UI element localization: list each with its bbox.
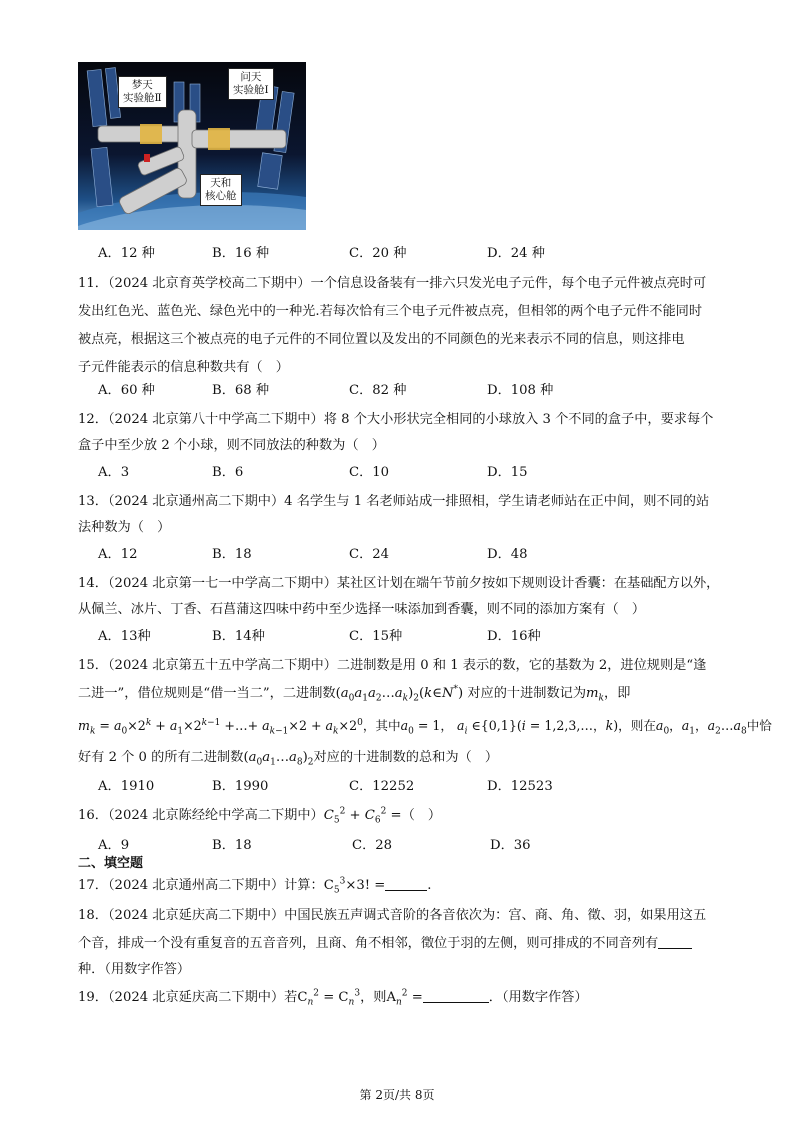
q13-options [98, 545, 738, 565]
q14-stem-line1: 14．（2024 北京第一七一中学高二下期中）某社区计划在端午节前夕按如下规则设计香囊：在基础配方以外， [78, 576, 720, 591]
q19-stem [78, 988, 588, 1008]
q12-stem-line2: 盒子中至少放 2 个小球，则不同放法的种数为（ ） [78, 438, 385, 453]
q11-options [98, 381, 738, 401]
q15-option-c[interactable]: C．12252 [349, 779, 415, 794]
q11-option-a[interactable]: A．60 种 [98, 383, 155, 398]
q16-options [98, 836, 738, 856]
q17-formula: $C_5^3\times 3$! = [323, 876, 386, 896]
q12-option-d[interactable]: D．15 [487, 465, 528, 480]
q15-stem-line2 [78, 684, 630, 704]
q10-option-d[interactable]: D．24 种 [487, 246, 545, 261]
q13-stem-line2: 法种数为（ ） [78, 520, 171, 535]
q18-stem-line2 [78, 934, 692, 954]
q15-option-a[interactable]: A．1910 [98, 779, 155, 794]
q12-stem-line1: 12．（2024 北京第八十中学高二下期中）将 8 个大小形状完全相同的小球放入 3 个不同的盒子中，要求每个 [78, 412, 714, 427]
page-number: 第 2页/共 8页 [359, 1088, 435, 1102]
q19-text-c: ．（用数字作答） [488, 990, 588, 1005]
label-tianhe-line1: 天和 [210, 177, 232, 189]
q15-line2-text-c: ，即 [604, 686, 631, 701]
label-mengtian-line1: 梦天 [131, 79, 153, 91]
q15-formula: $m_k = a_0\times 2^k + a_1\times 2^{k-1}$ +…+ $a_{k-1}\times 2 + a_k\times 2^0$ [78, 717, 363, 737]
q19-expr: $A_n^2$ = [386, 988, 423, 1008]
q11-stem-line1: 11．（2024 北京育英学校高二下期中）一个信息设备装有一排六只发光电子元件，每个电子元件被点亮时可 [78, 276, 707, 291]
q15-line2-text-a: 二进一”，借位规则是“借一当二”，二进制数 [78, 686, 336, 701]
q14-option-b[interactable]: B．14种 [212, 629, 265, 644]
q14-stem-line2: 从佩兰、冰片、丁香、石菖蒲这四味中药中至少选择一味添加到香囊，则不同的添加方案有（ ） [78, 602, 646, 617]
q12-option-b[interactable]: B．6 [212, 465, 244, 480]
label-tianhe-line2: 核心舱 [205, 190, 237, 202]
q17-text-a: 17．（2024 北京通州高二下期中）计算： [78, 878, 324, 893]
q15-line4-text-b: 对应的十进制数的总和为（ ） [313, 750, 499, 765]
label-mengtian [118, 76, 167, 108]
q15-mk: $m_k$ [586, 686, 605, 704]
q10-option-a[interactable]: A．12 种 [98, 246, 155, 261]
q19-text-a: 19．（2024 北京延庆高二下期中）若 [78, 990, 298, 1005]
q15-a0-eq: $a_0 = 1$， [400, 718, 454, 737]
q18-stem-line3: 种．（用数字作答） [78, 962, 191, 977]
q14-option-c[interactable]: C．15种 [349, 629, 403, 644]
q16-text-a: 16．（2024 北京陈经纶中学高二下期中） [78, 808, 324, 823]
q11-option-b[interactable]: B．68 种 [212, 383, 270, 398]
q15-binary-8: $(a_0a_1\dots a_8)_2$ [243, 750, 314, 768]
q13-option-c[interactable]: C．24 [349, 547, 390, 562]
q14-option-d[interactable]: D．16种 [487, 629, 541, 644]
q10-option-c[interactable]: C．20 种 [349, 246, 407, 261]
q15-options [98, 777, 738, 797]
space-station-figure [78, 62, 306, 230]
q15-ai-set: $a_i$ ∈{0,1}(i = 1,2,3,…，k) [457, 718, 619, 737]
q13-option-a[interactable]: A．12 [98, 547, 138, 562]
q18-text-line2: 个音，排成一个没有重复音的五音音列，且商、角不相邻，徵位于羽的左侧，则可排成的不同音列有 [78, 936, 659, 951]
label-wentian [228, 68, 274, 100]
q19-text-b: ，则 [360, 990, 387, 1005]
q17-answer-blank[interactable] [385, 876, 427, 891]
q11-option-d[interactable]: D．108 种 [487, 383, 554, 398]
section-title-fill-in: 二、填空题 [78, 856, 144, 871]
q15-line3-text-b: ，则在 [618, 718, 656, 733]
q13-option-d[interactable]: D．48 [487, 547, 528, 562]
q15-line3-text-a: ，其中 [362, 718, 401, 733]
q17-stem [78, 876, 432, 896]
q12-option-c[interactable]: C．10 [349, 465, 390, 480]
label-mengtian-line2: 实验舱Ⅱ [123, 92, 162, 104]
q14-options [98, 627, 738, 647]
q10-option-b[interactable]: B．16 种 [212, 246, 270, 261]
q11-stem-line2: 发出红色光、蓝色光、绿色光中的一种光.若每次恰有三个电子元件被点亮，但相邻的两个电子元件不能同时 [78, 304, 703, 319]
q16-stem [78, 806, 441, 826]
q16-option-a[interactable]: A．9 [98, 838, 130, 853]
q11-option-c[interactable]: C．82 种 [349, 383, 407, 398]
q16-option-c[interactable]: C．28 [352, 838, 393, 853]
q13-option-b[interactable]: B．18 [212, 547, 252, 562]
q11-stem-line3: 被点亮，根据这三个被点亮的电子元件的不同位置以及发出的不同颜色的光来表示不同的信息，则这排电 [78, 332, 685, 347]
q15-binary-expr: $(a_0a_1a_2\dots a_k)_2(k\in N^*)$ [335, 684, 464, 704]
q16-text-b: （ ） [401, 808, 442, 823]
q15-line4-text-a: 好有 2 个 0 的所有二进制数 [78, 750, 244, 765]
q16-option-d[interactable]: D．36 [490, 838, 531, 853]
q10-options [98, 244, 738, 264]
q15-stem-line1: 15．（2024 北京第五十五中学高二下期中）二进制数是用 0 和 1 表示的数，它的基数为 2，进位规则是“逢 [78, 658, 707, 673]
label-wentian-line2: 实验舱Ⅰ [233, 84, 269, 96]
q15-line2-text-b: 对应的十进制数记为 [467, 686, 587, 701]
q14-option-a[interactable]: A．13种 [98, 629, 151, 644]
q19-condition: $C_n^2 = C_n^3$ [297, 988, 361, 1008]
q18-stem-line1: 18．（2024 北京延庆高二下期中）中国民族五声调式音阶的各音依次为：宫、商、角、徵、羽，如果用这五 [78, 908, 707, 923]
label-wentian-line1: 问天 [240, 71, 262, 83]
q16-formula: $C_5^2 + C_6^2$ = [323, 806, 402, 826]
q15-stem-line3 [78, 716, 772, 736]
q16-option-b[interactable]: B．18 [212, 838, 252, 853]
q15-line3-text-c: 中恰 [746, 718, 772, 733]
q13-stem-line1: 13．（2024 北京通州高二下期中）4 名学生与 1 名老师站成一排照相，学生请老师站在正中间，则不同的站 [78, 494, 710, 509]
q15-option-b[interactable]: B．1990 [212, 779, 269, 794]
q11-stem-line4: 子元件能表示的信息种数共有（ ） [78, 360, 289, 375]
q15-seq: $a_0$，$a_1$，$a_2\dots a_8$ [655, 718, 747, 737]
q15-stem-line4 [78, 748, 498, 768]
q12-options [98, 463, 738, 483]
q19-answer-blank[interactable] [423, 988, 489, 1003]
q17-text-b: . [427, 878, 432, 893]
q18-answer-blank[interactable] [658, 934, 692, 949]
q15-option-d[interactable]: D．12523 [487, 779, 553, 794]
label-tianhe [200, 174, 242, 206]
q12-option-a[interactable]: A．3 [98, 465, 130, 480]
